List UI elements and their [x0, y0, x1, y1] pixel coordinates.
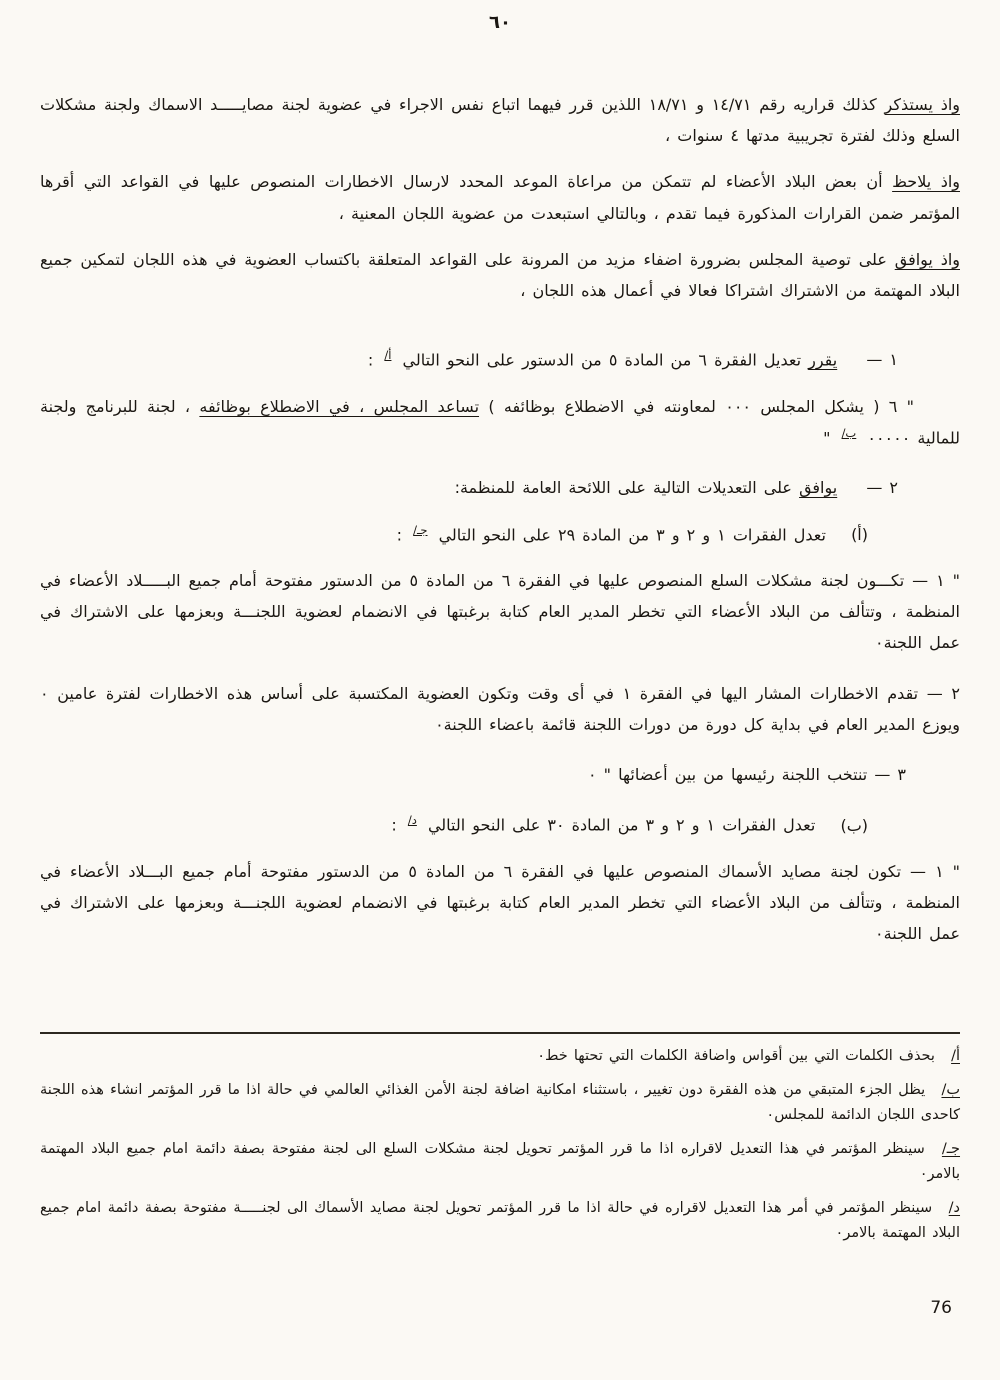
footnote-b-text: يظل الجزء المتبقي من هذه الفقرة دون تغيير ، باستثناء امكانية اضافة لجنة الأمن الغذائي العالمي في حالة اذا ما قرر المؤتمر انشاء هذه اللجنة كاحدى اللجان الدائمة للمجلس٠	[40, 1081, 960, 1123]
item-2-text: على التعديلات التالية على اللائحة العامة للمنظمة:	[454, 478, 792, 498]
subitem-b-text: تعدل الفقرات ١ و ٢ و ٣ من المادة ٣٠ على النحو التالي	[427, 815, 816, 835]
item-2-lead-word: يوافق	[799, 478, 838, 498]
subitem-b-colon: :	[391, 815, 397, 835]
footnote-d	[40, 1196, 960, 1246]
subitem-a-colon: :	[396, 524, 403, 544]
subitem-b	[40, 809, 960, 841]
subitem-b-label: (ب)	[840, 815, 868, 835]
item-1-number: ١ —	[866, 350, 898, 370]
footnotes-section	[40, 1032, 960, 1255]
quote-close-mark: "	[823, 428, 831, 448]
recital-paragraph-1	[40, 89, 960, 151]
footnote-d-text: سينظر المؤتمر في أمر هذا التعديل لاقراره في حالة اذا ما قرر المؤتمر تحويل لجنة مصايد الأسماك الى لجنـــــة مفتوحة بصفة دائمة امام جميع البلاد المهتمة بالامر٠	[40, 1199, 960, 1241]
amendment-quote-article5	[40, 391, 960, 454]
footnote-c-text: سينظر المؤتمر في هذا التعديل لاقراره اذا ما قرر المؤتمر تحويل لجنة مشكلات السلع الى لجنة مفتوحة بصفة دائمة امام جميع البلاد المهتمة بالامر٠	[40, 1140, 960, 1182]
decision-item-1	[40, 344, 960, 376]
footnote-a-text: بحذف الكلمات التي بين أقواس واضافة الكلمات التي تحتها خط٠	[537, 1048, 935, 1064]
page-number-top: ٦٠	[489, 12, 511, 33]
subitem-a-label: (أ)	[851, 524, 868, 544]
recital-text-3: على توصية المجلس بضرورة اضفاء مزيد من المرونة على القواعد المتعلقة باكتساب العضوية في هذه اللجان لتمكين جميع البلاد المهتمة من الاشتراك اشتراكا فعالا في أعمال هذه اللجان ،	[40, 249, 960, 300]
rule30-paragraph-1: " ١ — تكون لجنة مصايد الأسماك المنصوص عليها في الفقرة ٦ من المادة ٥ من الدستور مفتوحة أمام جميع البـــلاد الأعضاء في المنظمة ، وتتألف من البلاد الأعضاء التي تخطر المدير العام كتابة برغبتها في الانضمام لعضوية اللجنـــة وبعزمها على الاشتراك في عمل اللجنة٠	[40, 861, 960, 944]
quote-open-text: " ٦ ( يشكل المجلس ٠٠٠ لمعاونته في الاضطلاع بوظائفه )	[488, 396, 915, 416]
document-body	[40, 89, 960, 968]
recital-lead-phrase-3: واذ يوافق	[894, 249, 960, 269]
subitem-a-text: تعدل الفقرات ١ و ٢ و ٣ من المادة ٢٩ على النحو التالي	[438, 524, 826, 544]
quote-continuation: ، لجنة للبرنامج ولجنة للمالية ٠٠٠٠٠	[40, 396, 960, 448]
footnote-c-marker: جـ/	[941, 1140, 961, 1157]
rule29-paragraph-1: " ١ — تكـــون لجنة مشكلات السلع المنصوص عليها في الفقرة ٦ من المادة ٥ من الدستور مفتوحة أمام جميع البـــــلاد الأعضاء في المنظمة ، وتتألف من البلاد الأعضاء التي تخطر المدير العام كتابة برغبتها في الانضمام لعضوية اللجنـــة وبعزمها على الاشتراك في عمل اللجنة٠	[40, 571, 960, 653]
item-1-colon: :	[367, 350, 374, 370]
footnote-b-marker: ب/	[941, 1081, 960, 1098]
item-1-text: تعديل الفقرة ٦ من المادة ٥ من الدستور على النحو التالي	[402, 350, 802, 370]
quote-underlined-insertion: تساعد المجلس ، في الاضطلاع بوظائفه	[199, 396, 480, 416]
footnote-ref-a: أ/	[384, 348, 392, 363]
recital-paragraph-2	[40, 166, 960, 228]
rule29-paragraph-3: ٣ — تنتخب اللجنة رئيسها من بين أعضائها " ٠	[587, 764, 906, 784]
footnote-ref-b: ب/	[841, 425, 857, 440]
footnote-d-marker: د/	[948, 1199, 961, 1216]
item-2-number: ٢ —	[866, 478, 898, 498]
footnote-ref-c: جـ/	[413, 522, 428, 537]
rule29-paragraph-2: ٢ — تقدم الاخطارات المشار اليها في الفقرة ١ في أى وقت وتكون العضوية المكتسبة على أساس هذه الاخطارات لفترة عامين ٠ ويوزع المدير العام في بداية كل دورة من دورات اللجنة قائمة باعضاء اللجنة٠	[40, 683, 960, 734]
recital-paragraph-3	[40, 244, 960, 306]
footnote-a-marker: أ/	[951, 1048, 960, 1064]
recital-lead-phrase-2: واذ يلاحظ	[892, 172, 960, 192]
footnote-ref-d: د/	[407, 813, 417, 828]
decision-item-2	[40, 472, 960, 503]
footnote-b	[40, 1078, 960, 1128]
footnote-separator-line	[40, 1032, 960, 1034]
subitem-a	[40, 519, 960, 551]
recital-lead-phrase-1: واذ يستذكر	[884, 95, 960, 114]
page-number-bottom: 76	[930, 1298, 952, 1318]
item-1-lead-word: يقرر	[808, 350, 838, 370]
recital-text-2: أن بعض البلاد الأعضاء لم تتمكن من مراعاة الموعد المحدد لارسال الاخطارات المنصوص عليها في القواعد التي أقرها المؤتمر ضمن القرارات المذكورة فيما تقدم ، وبالتالي استبعدت من عضوية اللجان المعنية ،	[40, 172, 960, 223]
recital-text-1: كذلك قراريه رقم ١٤/٧١ و ١٨/٧١ اللذين قرر فيهما اتباع نفس الاجراء في عضوية لجنة مصايـــــد الاسماك ولجنة مشكلات السلع وذلك لفترة تجريبية مدتها ٤ سنوات ،	[40, 95, 960, 146]
footnote-c	[40, 1137, 960, 1187]
footnote-a	[40, 1044, 960, 1069]
